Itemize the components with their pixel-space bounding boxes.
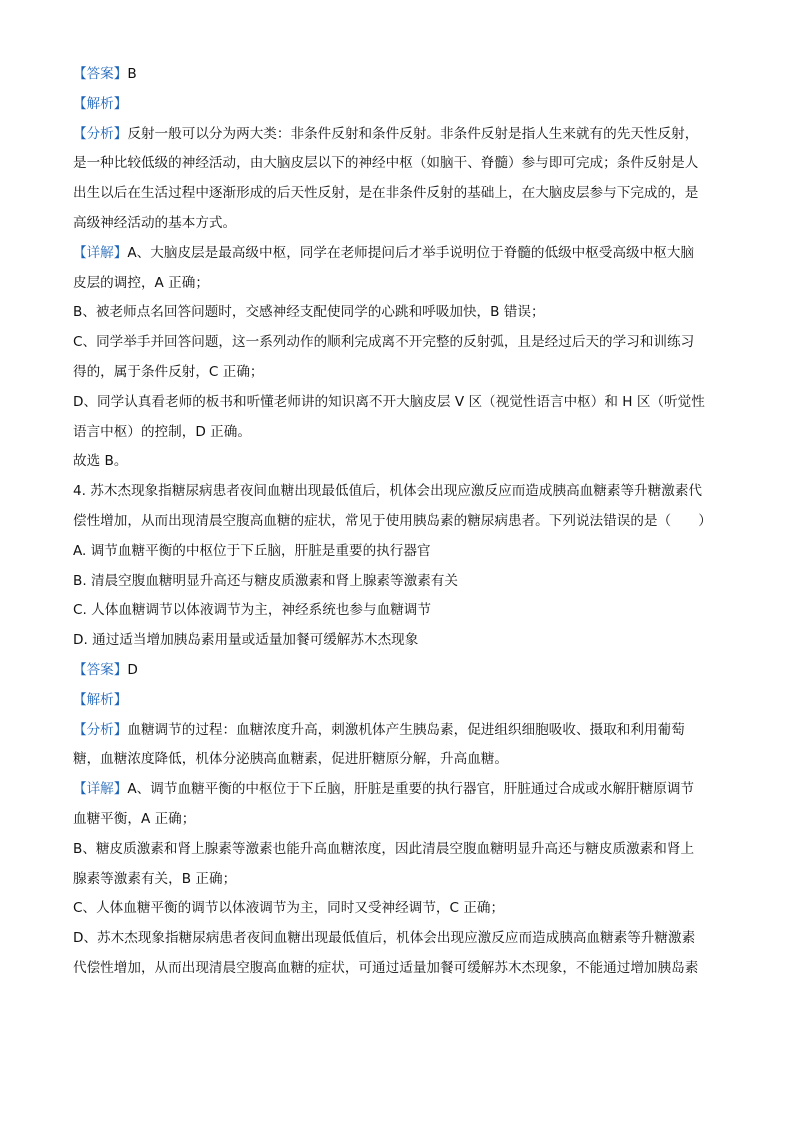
- analysis-heading: [73, 90, 728, 120]
- xiangjie-line: [73, 239, 728, 269]
- fenxi-tag: 【分析】: [73, 721, 128, 738]
- answer-tag: 【答案】: [73, 661, 128, 678]
- answer-value: D: [127, 661, 138, 678]
- option-c: C. 人体血糖调节以体液调节为主，神经系统也参与血糖调节: [73, 602, 431, 619]
- document-page: [73, 60, 728, 984]
- question-stem-line: 偿性增加，从而出现清晨空腹高血糖的症状，常见于使用胰岛素的糖尿病患者。下列说法错误的是（ ）: [73, 512, 712, 529]
- fenxi-line: 出生以后在生活过程中逐渐形成的后天性反射，是在非条件反射的基础上，在大脑皮层参与下完成的，是: [73, 185, 699, 202]
- xiangjie-line: C、同学举手并回答问题，这一系列动作的顺利完成离不开完整的反射弧，且是经过后天的学习和训练习: [73, 334, 695, 351]
- answer-line: [73, 60, 728, 90]
- xiangjie-line: D、苏木杰现象指糖尿病患者夜间血糖出现最低值后，机体会出现应激反应而造成胰高血糖素等升糖激素: [73, 930, 696, 947]
- option-b: B. 清晨空腹血糖明显升高还与糖皮质激素和肾上腺素等激素有关: [73, 572, 458, 589]
- analysis-heading: [73, 686, 728, 716]
- xiangjie-line: 腺素等激素有关，B 正确；: [73, 870, 237, 887]
- fenxi-line: 是一种比较低级的神经活动，由大脑皮层以下的神经中枢（如脑干、脊髓）参与即可完成；条件反射是人: [73, 155, 699, 172]
- xiangjie-tag: 【详解】: [73, 244, 128, 261]
- option-d: D. 通过适当增加胰岛素用量或适量加餐可缓解苏木杰现象: [73, 632, 419, 649]
- conclusion-line: 故选 B。: [73, 453, 128, 470]
- xiangjie-line: 得的，属于条件反射，C 正确；: [73, 363, 264, 380]
- xiangjie-tag: 【详解】: [73, 781, 128, 798]
- fenxi-text: 反射一般可以分为两大类：非条件反射和条件反射。非条件反射是指人生来就有的先天性反射，: [127, 125, 699, 142]
- xiangjie-line: C、人体血糖平衡的调节以体液调节为主，同时又受神经调节，C 正确；: [73, 900, 505, 917]
- xiangjie-text: A、调节血糖平衡的中枢位于下丘脑，肝脏是重要的执行器官，肝脏通过合成或水解肝糖原调节: [127, 781, 695, 798]
- xiangjie-line: [73, 775, 728, 805]
- question-stem-line: 4. 苏木杰现象指糖尿病患者夜间血糖出现最低值后，机体会出现应激反应而造成胰高血糖素等升糖激素代: [73, 483, 703, 500]
- xiangjie-line: 血糖平衡，A 正确；: [73, 810, 196, 827]
- fenxi-tag: 【分析】: [73, 125, 128, 142]
- xiangjie-line: B、糖皮质激素和肾上腺素等激素也能升高血糖浓度，因此清晨空腹血糖明显升高还与糖皮质激素和肾上: [73, 840, 695, 857]
- fenxi-line: 高级神经活动的基本方式。: [73, 214, 237, 231]
- xiangjie-text: A、大脑皮层是最高级中枢，同学在老师提问后才举手说明位于脊髓的低级中枢受高级中枢大脑: [127, 244, 695, 261]
- analysis-tag: 【解析】: [73, 691, 128, 708]
- answer-value: B: [127, 66, 137, 82]
- option-a: A. 调节血糖平衡的中枢位于下丘脑，肝脏是重要的执行器官: [73, 542, 431, 559]
- xiangjie-line: 代偿性增加，从而出现清晨空腹高血糖的症状，可通过适量加餐可缓解苏木杰现象，不能通过增加胰岛素: [73, 959, 699, 976]
- answer-line: [73, 656, 728, 686]
- fenxi-text: 血糖调节的过程：血糖浓度升高，刺激机体产生胰岛素，促进组织细胞吸收、摄取和利用葡萄: [127, 721, 685, 738]
- analysis-tag: 【解析】: [73, 95, 128, 112]
- fenxi-line: [73, 716, 728, 746]
- fenxi-line: [73, 120, 728, 150]
- xiangjie-line: D、同学认真看老师的板书和听懂老师讲的知识离不开大脑皮层 V 区（视觉性语言中枢）和 H 区（听觉性: [73, 393, 705, 410]
- xiangjie-line: 皮层的调控，A 正确；: [73, 274, 209, 291]
- fenxi-line: 糖，血糖浓度降低，机体分泌胰高血糖素，促进肝糖原分解，升高血糖。: [73, 751, 508, 768]
- xiangjie-line: 语言中枢）的控制，D 正确。: [73, 423, 251, 440]
- answer-tag: 【答案】: [73, 66, 128, 82]
- xiangjie-line: B、被老师点名回答问题时，交感神经支配使同学的心跳和呼吸加快，B 错误；: [73, 304, 545, 321]
